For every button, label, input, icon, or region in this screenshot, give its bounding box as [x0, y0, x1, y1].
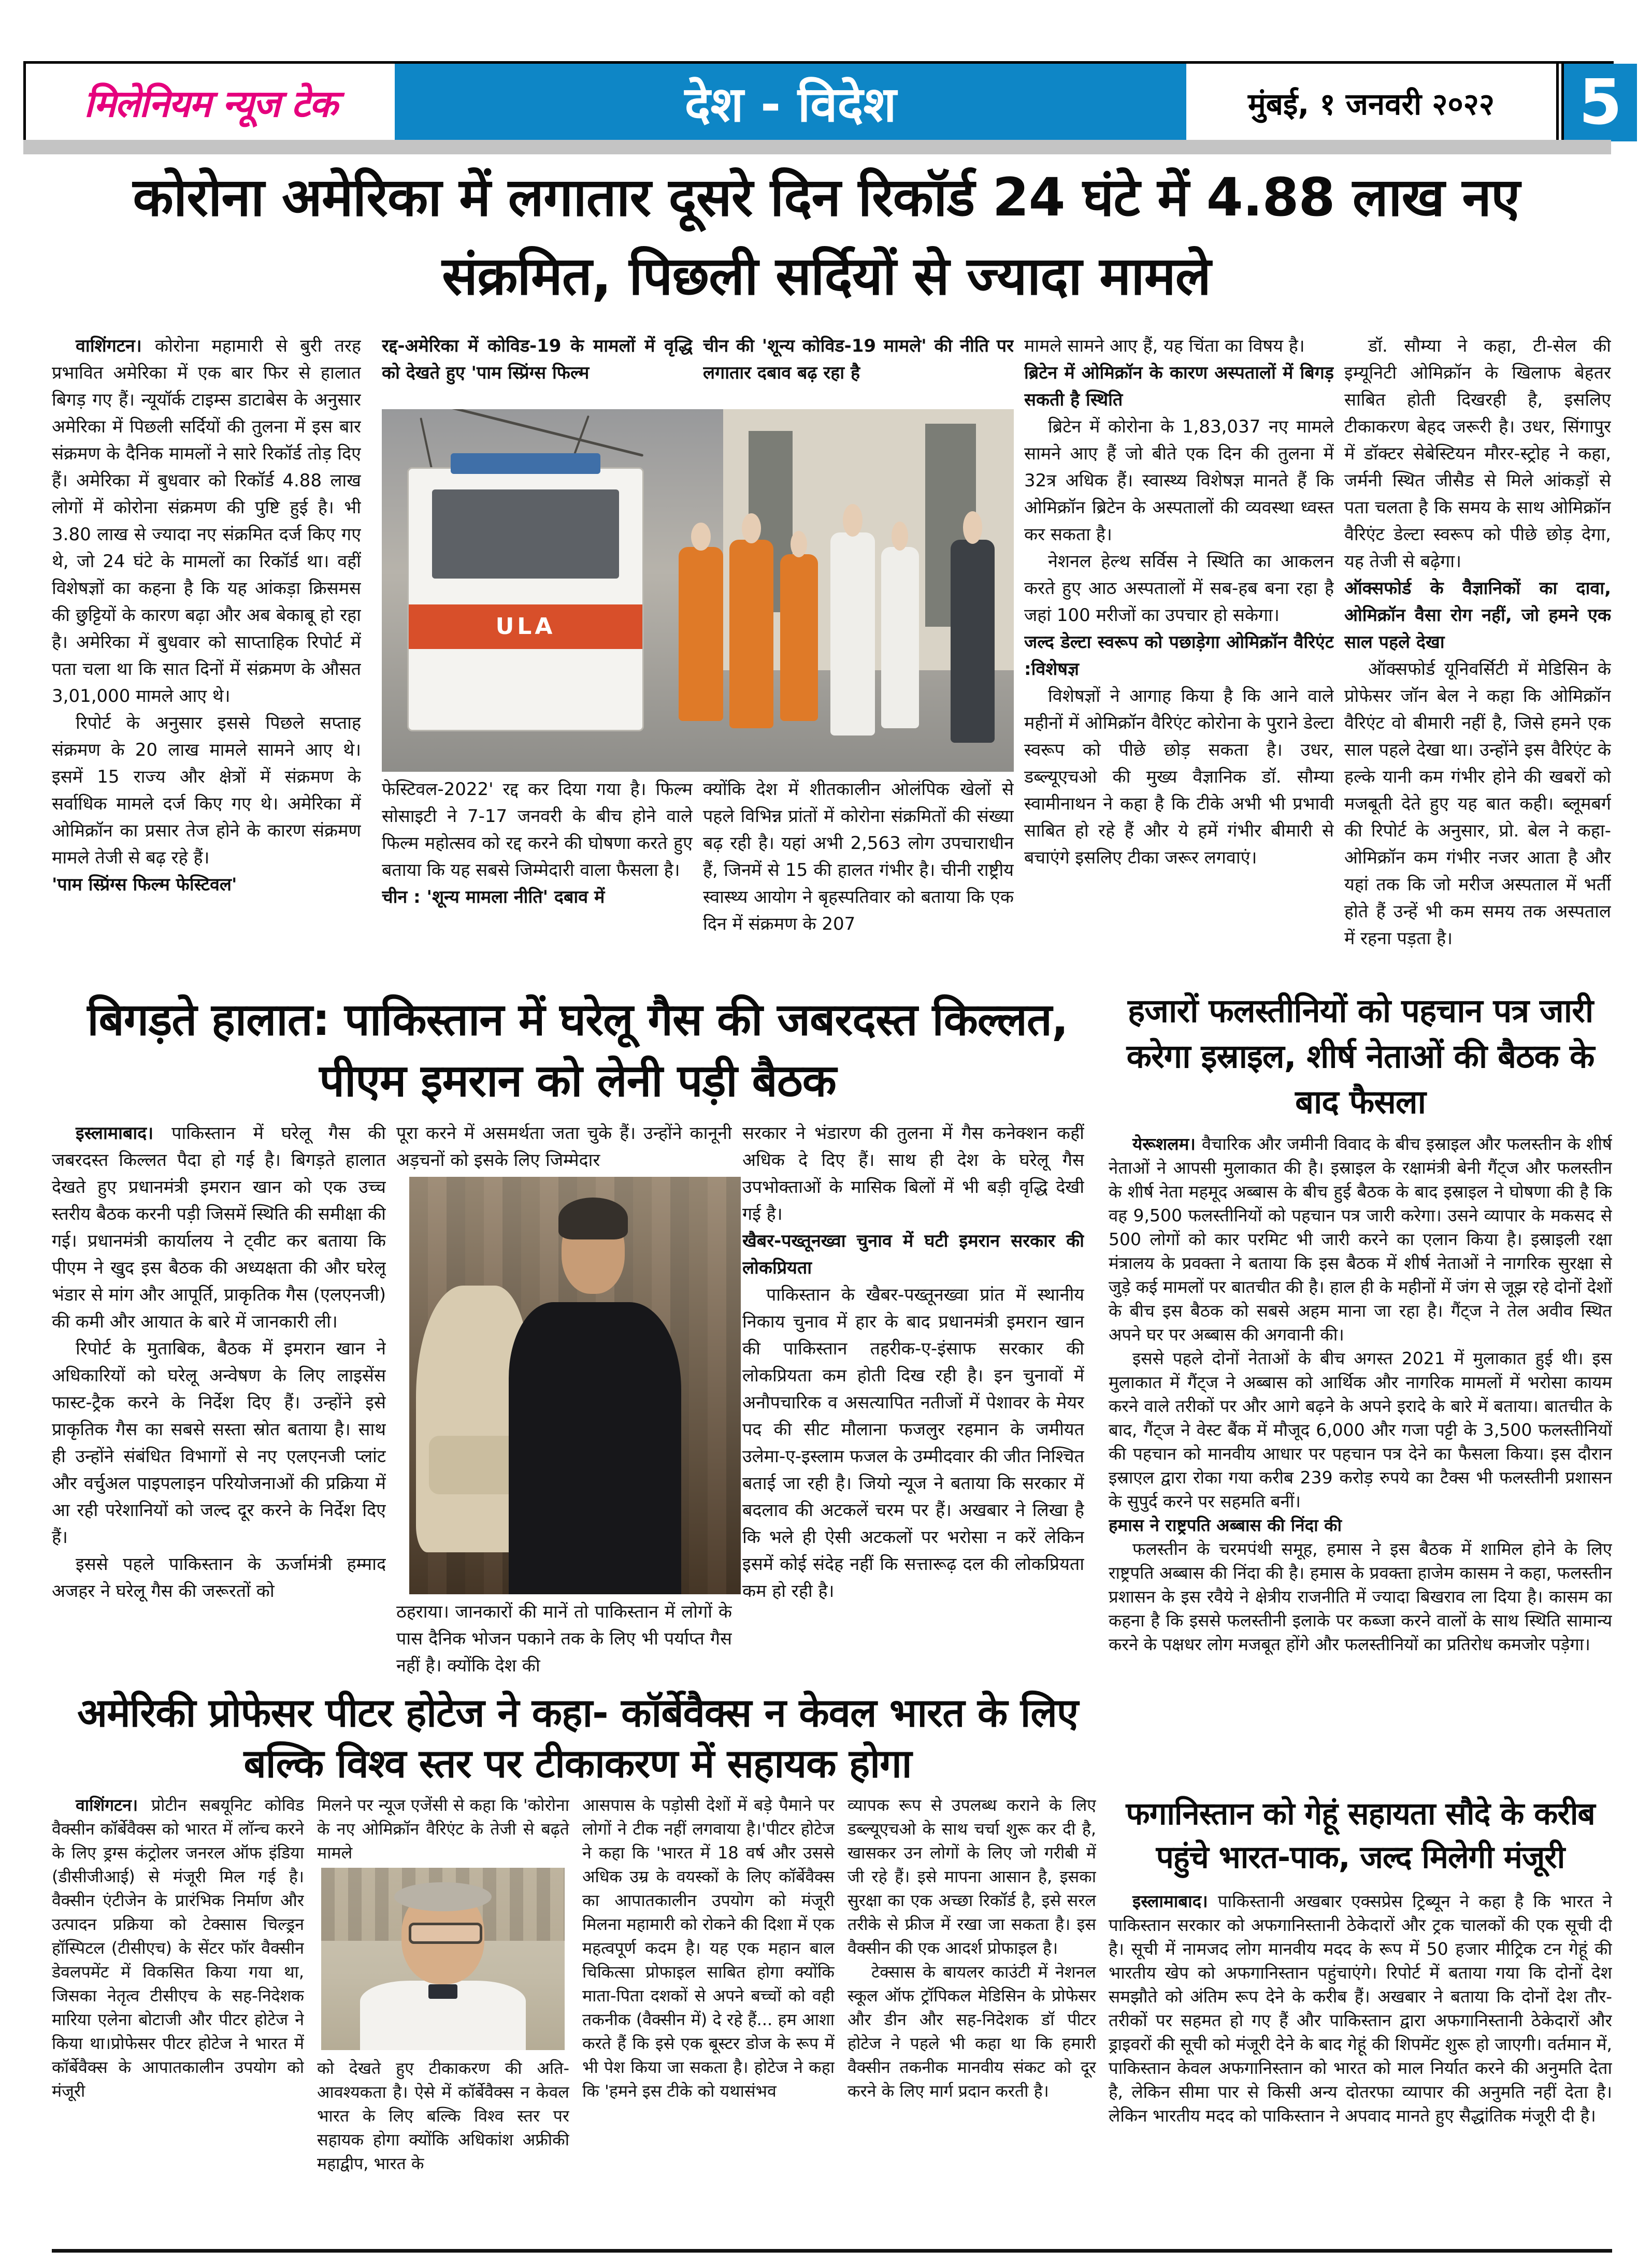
paragraph: इससे पहले पाकिस्तान के ऊर्जामंत्री हम्माद अजहर ने घरेलू गैस की जरूरतों को — [52, 1554, 386, 1602]
paragraph: मामले सामने आए हैं, यह चिंता का विषय है। — [1024, 336, 1305, 356]
newspaper-logo-text: मिलेनियम न्यूज टेक — [83, 82, 337, 125]
paragraph: रद्द-अमेरिका में कोविड-19 के मामलों में वृद्धि को देखते हुए 'पाम स्प्रिंग्स फिल्म — [382, 336, 693, 383]
corbevax-column-2-bottom — [317, 2056, 569, 2243]
paragraph: खैबर-पख्तूनख्वा चुनाव में घटी इमरान सरकार की लोकप्रियता — [742, 1231, 1084, 1278]
figure-head — [843, 504, 863, 537]
lead-column-2-top — [382, 333, 693, 409]
dateline: वाशिंगटन। — [76, 336, 155, 356]
israel-story-headline: हजारों फलस्तीनियों को पहचान पत्र जारी करेगा इस्राइल, शीर्ष नेताओं की बैठक के बाद फैसला — [1126, 992, 1594, 1121]
corbevax-column-4 — [847, 1793, 1096, 2243]
ambulance-graphic — [407, 467, 644, 731]
paragraph: आसपास के पड़ोसी देशों में बड़े पैमाने पर लोगों ने टीक नहीं लगवाया है।'पीटर होटेज ने कहा कि 'भारत में 18 वर्ष और उससे अधिक उम्र के वयस्कों के लिए कॉर्बेवैक्स का आपातकालीन उपयोग को मंजूरी मिलना महामारी को रोकने की दिशा में एक महत्वपूर्ण कदम है। यह एक महान बाल चिकित्सा प्रोफाइल साबित होगा क्योंकि माता-पिता दशकों से अपने बच्चों को वही तकनीक (वैक्सीन में) दे रहे हैं... हम आशा करते हैं कि इसे एक बूस्टर डोज के रूप में भी पेश किया जा सकता है। होटेज ने कहा कि 'हमने इस टीके को यथासंभव — [582, 1795, 835, 2101]
section-banner — [395, 64, 1186, 141]
lead-column-2-bottom — [382, 776, 693, 981]
paragraph: डॉ. सौम्या ने कहा, टी-सेल की इम्यूनिटी ओमिक्रॉन के खिलाफ बेहतर साबित होती दिखरही है, इसलिए टीकाकरण बेहद जरूरी है। उधर, सिंगापुर में डॉक्टर सेबेस्टियन मौरर-स्ट्रोह ने कहा, जर्मनी स्थित जीसैड से मिले आंकड़ों से पता चलता है कि समय के साथ ओमिक्रॉन वैरिएंट डेल्टा स्वरूप को पीछे छोड़ देगा, यह तेजी से बढ़ेगा। — [1344, 336, 1611, 572]
lead-column-5 — [1344, 333, 1611, 981]
paragraph: चीन : 'शून्य मामला नीति' दबाव में — [382, 887, 605, 907]
corbevax-column-2-top — [317, 1793, 569, 1866]
ppe-worker-graphic — [830, 532, 874, 736]
paragraph: ऑक्सफोर्ड यूनिवर्सिटी में मेडिसिन के प्रोफेसर जॉन बेल ने कहा कि ओमिक्रॉन वैरिएंट वो बीमारी नहीं है, जिसे हमने एक साल पहले देखा था। उन्होंने इस वैरिएंट के हल्के यानी कम गंभीर होने की खबरों को मजबूती देते हुए यह बात कही। ब्लूमबर्ग की रिपोर्ट के अनुसार, प्रो. बेल ने कहा- ओमिक्रॉन कम गंभीर नजर आता है और यहां तक कि जो मरीज अस्पताल में भर्ती होते हैं उन्हें भी कम समय तक अस्पताल में रहना पड़ता है। — [1344, 659, 1611, 949]
paragraph: व्यापक रूप से उपलब्ध कराने के लिए डब्ल्यूएचओ के साथ चर्चा शुरू कर दी है, खासकर उन लोगों के लिए जो गरीबी में जी रहे हैं। इसे मापना आसान है, इसका सुरक्षा का एक अच्छा रिकॉर्ड है, इसे सरल तरीके से फ्रीज में रखा जा सकता है। इस वैक्सीन की एक आदर्श प्रोफाइल है। — [847, 1795, 1096, 1958]
edition-dateline — [1186, 64, 1556, 141]
paragraph: फलस्तीन के चरमपंथी समूह, हमास ने इस बैठक में शामिल होने के लिए राष्ट्रपति अब्बास की निंदा की है। हमास के प्रवक्ता हाजेम कासम ने कहा, फलस्तीन प्रशासन के इस रवैये ने क्षेत्रीय राजनीति में ज्यादा बिखराव ला दिया है। कासम का कहना है कि इससे फलस्तीनी इलाके पर कब्जा करने वालों के साथ स्थिति सामान्य करने के पक्षधर लोग मजबूत होंगे और फलस्तीनियों का प्रतिरोध कमजोर पड़ेगा। — [1109, 1539, 1612, 1654]
paragraph: वाशिंगटन। कोरोना महामारी से बुरी तरह प्रभावित अमेरिका में एक बार फिर से हालात बिगड़ गए हैं। न्यूयॉर्क टाइम्स डाटाबेस के अनुसार अमेरिका में पिछली सर्दियों की तुलना में इस बार संक्रमण के दैनिक मामलों ने सारे रिकॉर्ड तोड़ दिए हैं। अमेरिका में बुधवार को रिकॉर्ड 4.88 लाख लोगों में कोरोना संक्रमण की पुष्टि हुई है। भी 3.80 लाख से ज्यादा नए संक्रमित दर्ज किए गए थे, जो 24 घंटे के मामलों का रिकॉर्ड था। वहीं विशेषज्ञों का कहना है कि यह आंकड़ा क्रिसमस की छुट्टियों के कारण बढ़ा और अब बेकाबू हो रहा है। अमेरिका में बुधवार को साप्ताहिक रिपोर्ट में पता चला था कि सात दिनों में संक्रमण के औसत 3,01,000 मामले आए थे। — [52, 336, 361, 706]
page-number-box — [1564, 64, 1637, 141]
israel-story-body — [1109, 1132, 1612, 1780]
dateline: इस्लामाबाद। — [1132, 1891, 1218, 1911]
dateline: येरूशलम। — [1132, 1134, 1202, 1154]
pakistan-column-2-top — [396, 1120, 732, 1175]
edition-date-text: मुंबई, १ जनवरी २०२२ — [1248, 86, 1495, 122]
masthead — [23, 61, 1622, 141]
man-hair-graphic — [394, 1882, 492, 1911]
paragraph: फेस्टिवल-2022' रद्द कर दिया गया है। फिल्म सोसाइटी ने 7-17 जनवरी के बीच होने वाले फिल्म महोत्सव को रद्द करने की घोषणा करते हुए बताया कि यह सबसे जिम्मेदारी वाला फैसला है। — [382, 779, 693, 881]
imran-khan-photo — [409, 1177, 741, 1594]
pakistan-column-1 — [52, 1120, 386, 1682]
corbevax-story-headline: अमेरिकी प्रोफेसर पीटर होटेज ने कहा- कॉर्बेवैक्स न केवल भारत के लिए बल्कि विश्व स्तर पर टीकाकरण में सहायक होगा — [77, 1690, 1078, 1786]
paragraph: वाशिंगटन। प्रोटीन सबयूनिट कोविड वैक्सीन कॉर्बेवैक्स को भारत में लॉन्च करने के लिए ड्रग्स कंट्रोलर जनरल ऑफ इंडिया (डीसीजीआई) से मंजूरी मिल गई है। वैक्सीन एंटीजेन के प्रारंभिक निर्माण और उत्पादन प्रक्रिया को टेक्सास चिल्ड्रन हॉस्पिटल (टीसीएच) के सेंटर फॉर वैक्सीन डेवलपमेंट में विकसित किया गया था, जिसका नेतृत्व टीसीएच के सह-निदेशक मारिया एलेना बोटाजी और पीटर होटेज ने किया था।प्रोफेसर पीटर होटेज ने भारत में कॉर्बेवैक्स के आपातकालीन उपयोग को मंजूरी — [52, 1795, 304, 2101]
paragraph: मिलने पर न्यूज एजेंसी से कहा कि 'कोरोना के नए ओमिक्रॉन वैरिएंट के तेजी से बढ़ते मामले — [317, 1795, 569, 1863]
paragraph: ठहराया। जानकारों की मानें तो पाकिस्तान में लोगों के पास दैनिक भोजन पकाने तक के लिए भी पर्याप्त गैस नहीं है। क्योंकि देश की — [396, 1602, 732, 1676]
man-hair-graphic — [558, 1198, 628, 1239]
paragraph: ऑक्सफोर्ड के वैज्ञानिकों का दावा, ओमिक्रॉन वैसा रोग नहीं, जो हमने एक साल पहले देखा — [1344, 578, 1611, 653]
page-bottom-rule — [52, 2249, 1612, 2253]
paragraph: इस्लामाबाद। पाकिस्तानी अखबार एक्सप्रेस ट्रिब्यून ने कहा है कि भारत ने पाकिस्तान सरकार को अफगानिस्तानी ठेकेदारों और ट्रक चालकों की एक सूची दी है। सूची में नामजद लोग मानवीय मदद के रूप में 50 हजार मीट्रिक टन गेहूं की भारतीय खेप को अफगानिस्तान पहुंचाएंगे। रिपोर्ट में बताया गया कि दोनों देश समझौते को अंतिम रूप देने के करीब हैं। अखबार ने बताया कि दोनों देश तौर-तरीकों पर सहमत हो गए हैं और पाकिस्तान द्वारा अफगानिस्तानी ठेकेदारों और ड्राइवरों की सूची को मंजूरी देने के बाद गेहूं की शिपमेंट शुरू हो जाएगी। वर्तमान में, पाकिस्तान केवल अफगानिस्तान को भारत को माल निर्यात करने की अनुमति देता है, लेकिन सीमा पार से किसी अन्य दोतरफा व्यापार की अनुमति नहीं देता है। लेकिन भारतीय मदद को पाकिस्तान ने अपवाद मानते हुए सैद्धांतिक मंजूरी दी है। — [1109, 1891, 1612, 2126]
pakistan-column-2-bottom — [396, 1598, 732, 1682]
paragraph: पाकिस्तान के खैबर-पख्तूनख्वा प्रांत में स्थानीय निकाय चुनाव में हार के बाद प्रधानमंत्री इमरान खान की पाकिस्तान तहरीक-ए-इंसाफ सरकार की लोकप्रियता कम होती दिख रही है। इन चुनावों में अनौपचारिक व असत्यापित नतीजों में पेशावर के मेयर पद की सीट मौलाना फजलुर रहमान के जमीयत उलेमा-ए-इस्लाम फजल के उम्मीदवार की जीत निश्चित बताई जा रही है। जियो न्यूज ने बताया कि सरकार में बदलाव की अटकलें चरम पर हैं। अखबार ने लिखा है कि भले ही ऐसी अटकलों पर भरोसा न करें लेकिन इसमें कोई संदेह नहीं कि सत्तारूढ़ दल की लोकप्रियता कम हो रही है। — [742, 1285, 1084, 1602]
pakistan-story-headline: बिगड़ते हालात: पाकिस्तान में घरेलू गैस की जबरदस्त किल्लत, पीएम इमरान को लेनी पड़ी बैठक — [87, 994, 1068, 1107]
section-title: देश - विदेश — [684, 77, 897, 133]
paragraph: जल्द डेल्टा स्वरूप को पछाड़ेगा ओमिक्रॉन वैरिएंट :विशेषज्ञ — [1024, 632, 1334, 680]
paragraph: इससे पहले दोनों नेताओं के बीच अगस्त 2021 में मुलाकात हुई थी। इस मुलाकात में गैंट्ज ने अब्बास को आर्थिक और नागरिक मामलों में भरोसा कायम करने वाले तरीकों पर और आगे बढ़ने के अपने इरादे के बारे में बताया। बातचीत के बाद, गैंट्ज ने वेस्ट बैंक में मौजूद 6,000 और गजा पट्टी के 3,500 फलस्तीनियों की पहचान को मानवीय आधार पर पहचान पत्र देने का फैसला किया। इस दौरान इस्राएल द्वारा रोका गया करीब 239 करोड़ रुपये का टैक्स भी फलस्तीनी प्रशासन के सुपुर्द करने पर सहमति बनीं। — [1109, 1348, 1612, 1511]
paragraph: को देखते हुए टीकाकरण की अति-आवश्यकता है। ऐसे में कॉर्बेवैक्स न केवल भारत के लिए बल्कि विश्व स्तर पर सहायक होगा क्योंकि अधिकांश अफ्रीकी महाद्वीप, भारत के — [317, 2058, 569, 2173]
hazmat-worker-graphic — [729, 540, 773, 728]
paragraph: 'पाम स्प्रिंग्स फिल्म फेस्टिवल' — [52, 874, 237, 895]
lead-column-1 — [52, 333, 361, 981]
peter-hotez-photo — [321, 1868, 565, 2050]
paragraph: रिपोर्ट के मुताबिक, बैठक में इमरान खान ने अधिकारियों को घरेलू अन्वेषण के लिए लाइसेंस फास्ट-ट्रैक करने के निर्देश दिए हैं। उन्होंने इसे प्राकृतिक गैस का सबसे सस्ता स्रोत बताया है। साथ ही उन्होंने संबंधित विभागों से नए एलएनजी प्लांट और वर्चुअल पाइपलाइन परियोजनाओं की प्रक्रिया में आ रही परेशानियों को जल्द दूर करने के निर्देश दिए हैं। — [52, 1338, 386, 1548]
afghan-story-headline: फगानिस्तान को गेहूं सहायता सौदे के करीब पहुंचे भारत-पाक, जल्द मिलेगी मंजूरी — [1126, 1796, 1595, 1876]
figure-head — [691, 523, 711, 551]
paragraph: हमास ने राष्ट्रपति अब्बास की निंदा की — [1109, 1515, 1342, 1535]
corbevax-column-1 — [52, 1793, 304, 2243]
page-number: 5 — [1578, 66, 1622, 139]
ambulance-photo — [382, 409, 1014, 772]
bystander-graphic — [951, 540, 995, 743]
masthead-rule — [23, 140, 1611, 154]
divider-bars — [1556, 64, 1564, 141]
hazmat-worker-graphic — [780, 554, 818, 721]
pakistan-column-3 — [742, 1120, 1084, 1682]
paragraph: चीन की 'शून्य कोविड-19 मामले' की नीति पर लगातार दबाव बढ़ रहा है — [703, 336, 1014, 383]
paragraph: नेशनल हेल्थ सर्विस ने स्थिति का आकलन करते हुए आठ अस्पतालों में सब-हब बना रहा है जहां 100 मरीजों का उपचार हो सकेगा। — [1024, 551, 1334, 626]
ambulance-lettering: ULA — [495, 613, 556, 640]
ppe-worker-graphic — [881, 547, 919, 728]
paragraph: पूरा करने में असमर्थता जता चुके हैं। उन्होंने कानूनी अड़चनों को इसके लिए जिम्मेदार — [396, 1123, 732, 1171]
afghan-story-body — [1109, 1890, 1612, 2238]
paragraph: इस्लामाबाद। पाकिस्तान में घरेलू गैस की जबरदस्त किल्लत पैदा हो गई है। बिगड़ते हालात देखते हुए प्रधानमंत्री इमरान खान को एक उच्च स्तरीय बैठक करनी पड़ी जिसमें स्थिति की समीक्षा की गई। प्रधानमंत्री कार्यालय ने ट्वीट कर बताया कि पीएम ने खुद इस बैठक की अध्यक्षता की और घरेलू भंडार से मांग और आपूर्ति, प्राकृतिक गैस (एलएनजी) की कमी और आयात के बारे में जानकारी ली। — [52, 1123, 386, 1332]
dateline: वाशिंगटन। — [76, 1795, 151, 1815]
ambulance-window-graphic — [432, 489, 619, 578]
newspaper-logo — [26, 64, 395, 141]
paragraph: ब्रिटेन में ओमिक्रॉन के कारण अस्पतालों में बिगड़ सकती है स्थिति — [1024, 363, 1334, 410]
dateline: इस्लामाबाद। — [76, 1123, 172, 1144]
lead-column-4 — [1024, 333, 1334, 981]
ambulance-lightbar-graphic — [451, 453, 600, 474]
ambulance-stripe-graphic — [409, 604, 642, 649]
paragraph: टेक्सास के बायलर काउंटी में नेशनल स्कूल ऑफ ट्रॉपिकल मेडिसिन के प्रोफेसर और डीन और सह-निदेशक डॉ पीटर होटेज ने पहले भी कहा था कि हमारी वैक्सीन तकनीक मानवीय संकट को दूर करने के लिए मार्ग प्रदान करती है। — [847, 1962, 1096, 2101]
corbevax-column-3 — [582, 1793, 835, 2243]
paragraph: विशेषज्ञों ने आगाह किया है कि आने वाले महीनों में ओमिक्रॉन वैरिएंट कोरोना के पुराने डेल्टा स्वरूप को पीछे छोड़ सकता है। उधर, डब्ल्यूएचओ की मुख्य वैज्ञानिक डॉ. सौम्या स्वामीनाथन ने कहा है कि टीके अभी भी प्रभावी साबित हो रहे हैं और ये हमें गंभीर बीमारी से बचाएंगे इसलिए टीका जरूर लगवाएं। — [1024, 686, 1334, 868]
hazmat-worker-graphic — [679, 547, 723, 721]
lead-column-3-top — [703, 333, 1014, 409]
lead-column-3-bottom — [703, 776, 1014, 981]
bow-tie-graphic — [428, 1984, 457, 1999]
paragraph: सरकार ने भंडारण की तुलना में गैस कनेक्शन कहीं अधिक दे दिए हैं। साथ ही देश के घरेलू गैस उपभोक्ताओं के मासिक बिलों में भी बड़ी वृद्धि देखी गई है। — [742, 1123, 1084, 1224]
tree-branch-graphic — [398, 409, 644, 457]
glasses-graphic — [409, 1923, 482, 1944]
figure-head — [963, 511, 983, 544]
paragraph: क्योंकि देश में शीतकालीन ओलंपिक खेलों से पहले विभिन्न प्रांतों में कोरोना संक्रमितों की संख्या बढ़ रही है। यहां अभी 2,563 लोग उपचाराधीन हैं, जिनमें से 15 की हालत गंभीर है। चीनी राष्ट्रीय स्वास्थ्य आयोग ने बृहस्पतिवार को बताया कि एक दिन में संक्रमण के 207 — [703, 779, 1014, 934]
seated-man-graphic — [509, 1302, 681, 1594]
paragraph: रिपोर्ट के अनुसार इससे पिछले सप्ताह संक्रमण के 20 लाख मामले सामने आए थे। इसमें 15 राज्य और क्षेत्रों में संक्रमण के सर्वाधिक मामले दर्ज किए गए थे। अमेरिका में ओमिक्रॉन का प्रसार तेज होने के कारण संक्रमण मामले तेजी से बढ़ रहे हैं। — [52, 713, 361, 868]
lead-headline: कोरोना अमेरिका में लगातार दूसरे दिन रिकॉर्ड 24 घंटे में 4.88 लाख नए संक्रमित, पिछली सर्दियों से ज्यादा मामले — [133, 167, 1520, 307]
paragraph: ब्रिटेन में कोरोना के 1,83,037 नए मामले सामने आए हैं जो बीते एक दिन की तुलना में 32त्र अधिक हैं। स्वास्थ्य विशेषज्ञ मानते हैं कि ओमिक्रॉन ब्रिटेन के अस्पतालों की व्यवस्था ध्वस्त कर सकता है। — [1024, 416, 1334, 545]
paragraph: येरूशलम। वैचारिक और जमीनी विवाद के बीच इस्राइल और फलस्तीन के शीर्ष नेताओं ने आपसी मुलाकात की है। इस्राइल के रक्षामंत्री बेनी गैंट्ज और फलस्तीन के शीर्ष नेता महमूद अब्बास के बीच हुई बैठक के बाद इस्राइल ने घोषणा की है कि वह 9,500 फलस्तीनियों को पहचान पत्र जारी करेगा। उसने व्यापार के मकसद से 500 लोगों को कार परमिट भी जारी करने का एलान किया है। इस्राइली रक्षा मंत्रालय के प्रवक्ता ने बताया कि इस बैठक में शीर्ष नेताओं ने नागरिक सुरक्षा से जुड़े कई मामलों पर बातचीत की है। हाल ही के महीनों में जंग से जूझ रहे दोनों देशों के बीच इस बैठक को सबसे अहम माना जा रहा है। गैंट्ज ने तेल अवीव स्थित अपने घर पर अब्बास की अगवानी की। — [1109, 1134, 1612, 1345]
